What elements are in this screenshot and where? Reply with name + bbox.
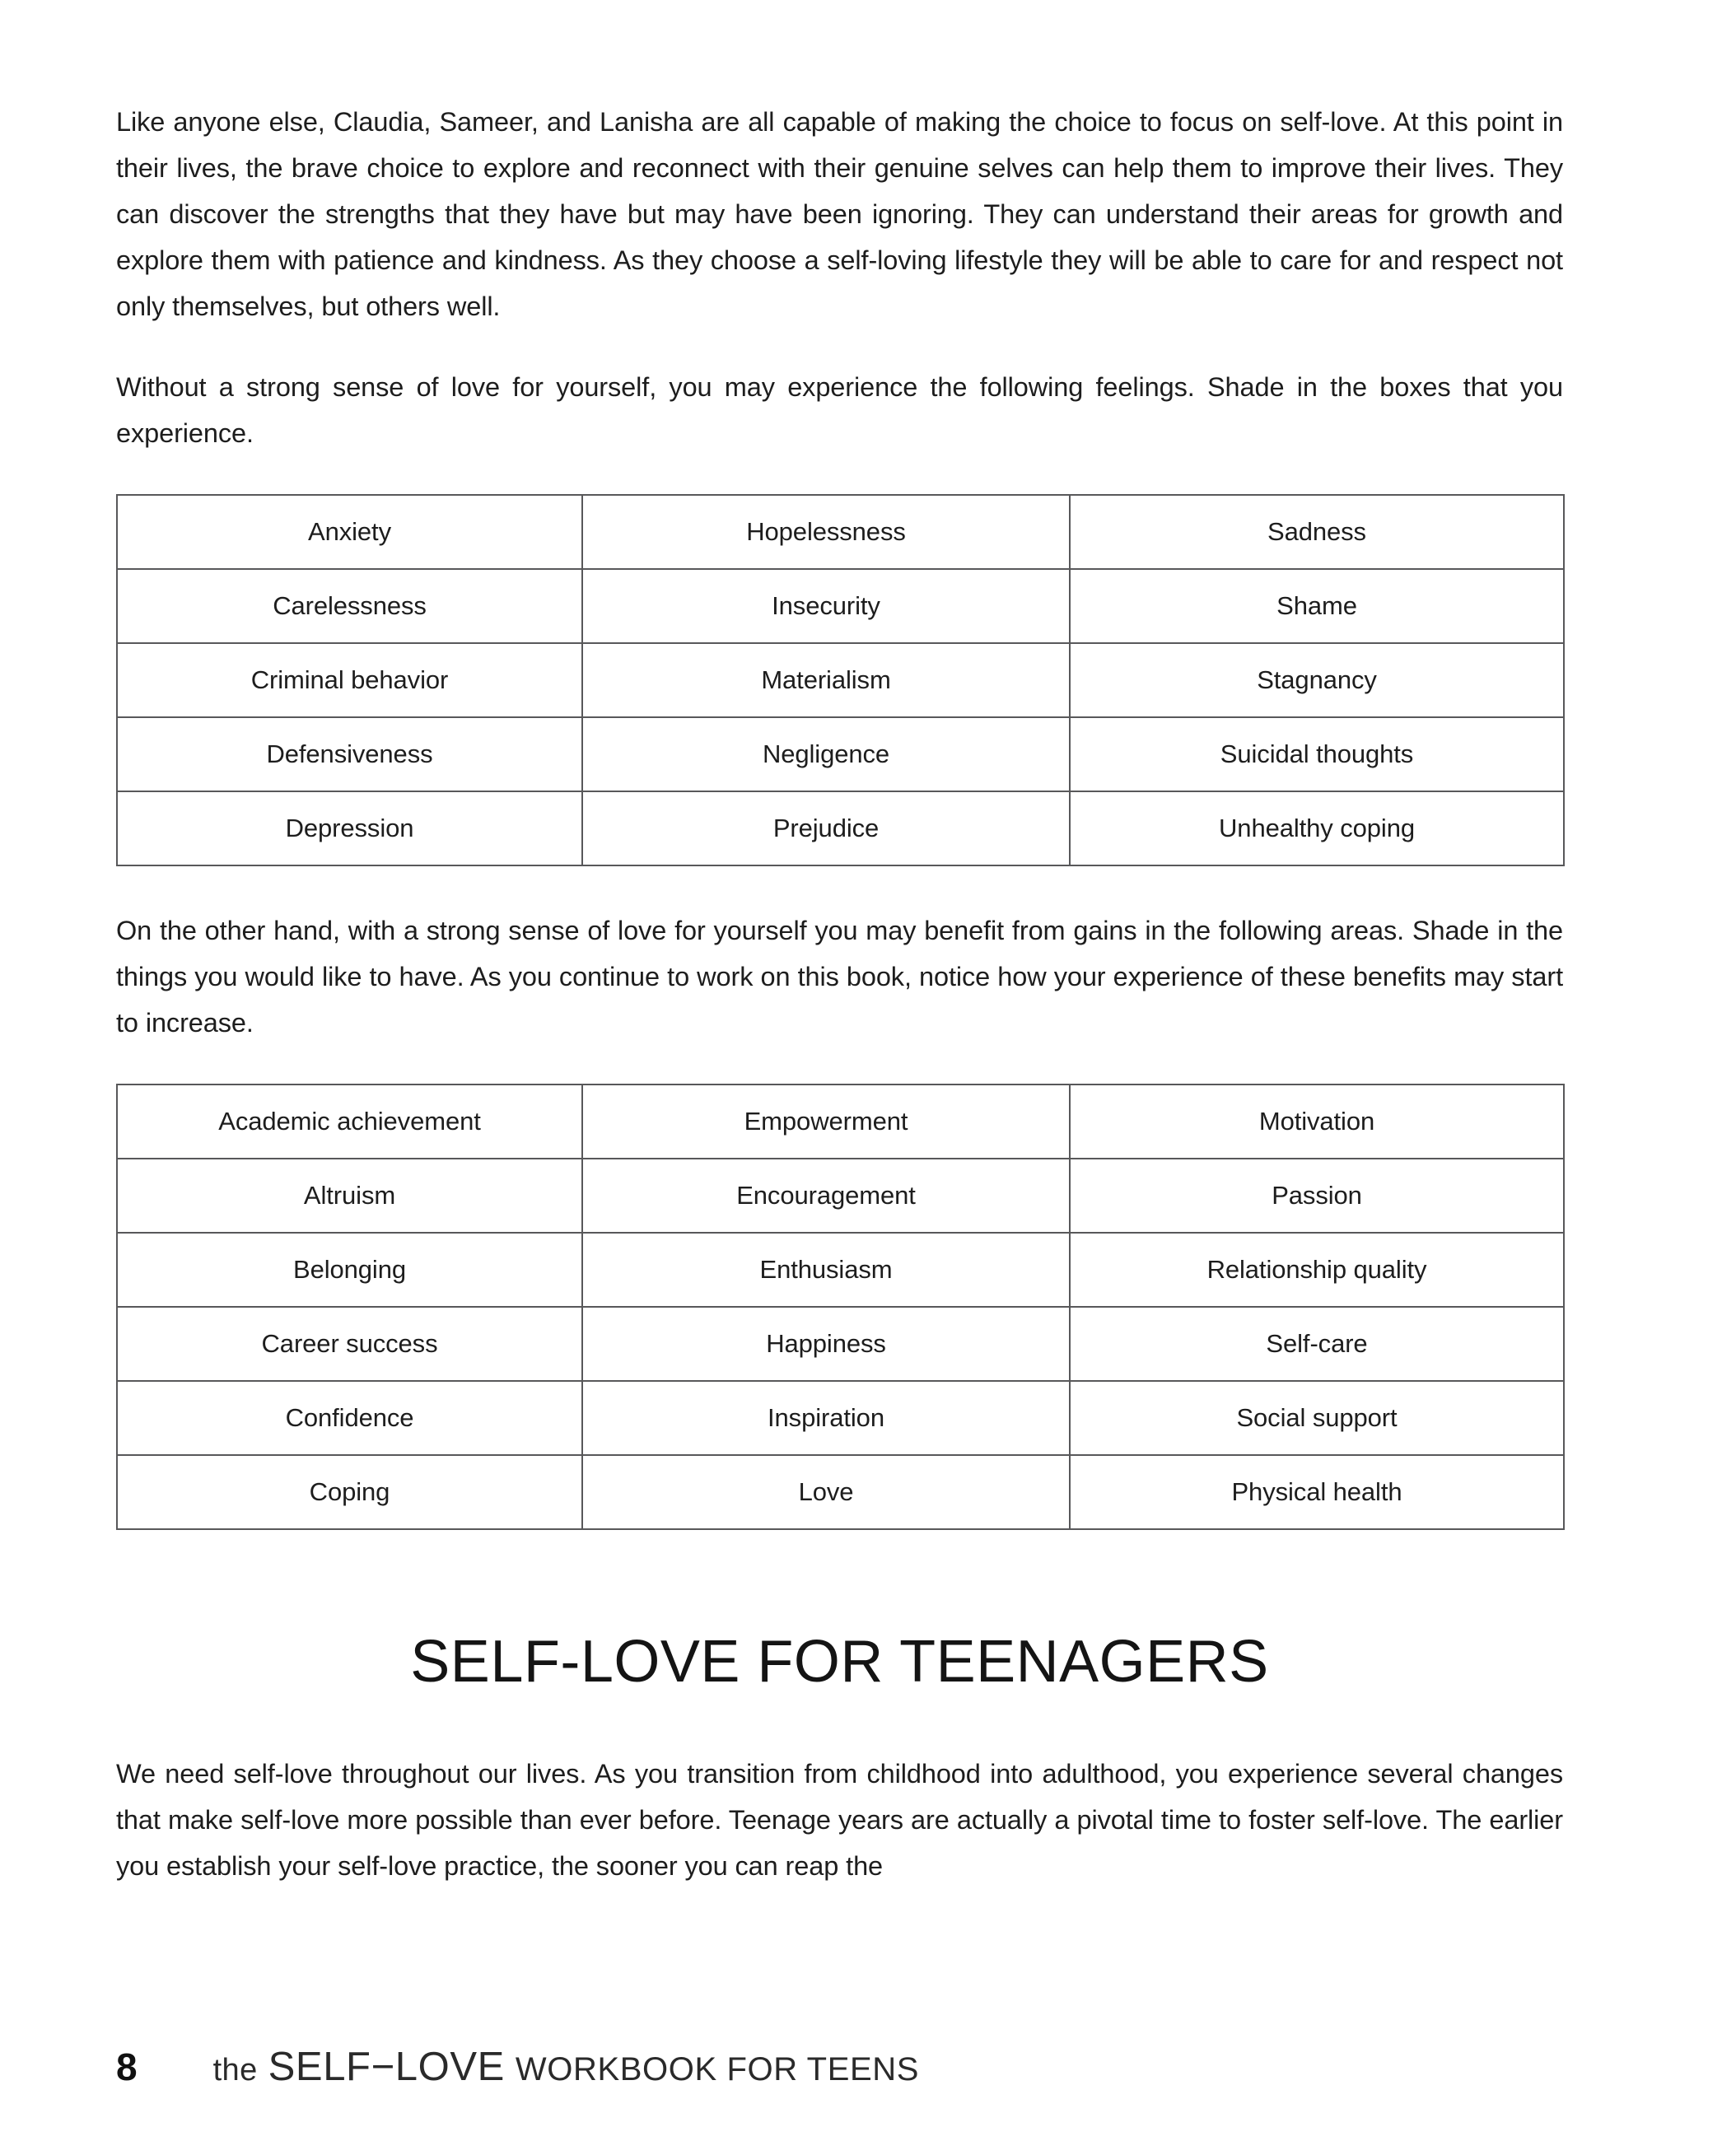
table-cell[interactable]: Anxiety bbox=[117, 495, 582, 569]
table-cell[interactable]: Criminal behavior bbox=[117, 643, 582, 717]
paragraph-positive-prompt: On the other hand, with a strong sense of love for yourself you may benefit from gains in the following areas. Shade in the things you would like to have. As you continue to work on this book, notice how your experience of these benefits may start to increase. bbox=[116, 916, 1563, 1038]
table-cell[interactable]: Shame bbox=[1070, 569, 1564, 643]
table-cell[interactable]: Encouragement bbox=[582, 1159, 1070, 1233]
table-cell[interactable]: Belonging bbox=[117, 1233, 582, 1307]
table-cell[interactable]: Negligence bbox=[582, 717, 1070, 791]
table-cell[interactable]: Motivation bbox=[1070, 1084, 1564, 1159]
spacer bbox=[116, 866, 1563, 907]
table-cell[interactable]: Enthusiasm bbox=[582, 1233, 1070, 1307]
paragraph-negative-prompt: Without a strong sense of love for yourself, you may experience the following feelings. Shade in the boxes that you experience. bbox=[116, 372, 1563, 448]
table-cell[interactable]: Defensiveness bbox=[117, 717, 582, 791]
table-row bbox=[117, 569, 1564, 643]
table-row bbox=[117, 1455, 1564, 1529]
table-cell[interactable]: Self-care bbox=[1070, 1307, 1564, 1381]
table-cell[interactable]: Confidence bbox=[117, 1381, 582, 1455]
book-title bbox=[213, 2044, 919, 2090]
table-row bbox=[117, 1381, 1564, 1455]
table-cell[interactable]: Carelessness bbox=[117, 569, 582, 643]
spacer bbox=[116, 1530, 1563, 1629]
table-row bbox=[117, 495, 1564, 569]
table-cell[interactable]: Suicidal thoughts bbox=[1070, 717, 1564, 791]
paragraph-teenagers-intro: We need self-love throughout our lives. As you transition from childhood into adulthood, you experience several changes that make self-love more possible than ever before. Teenage years are actually a pivotal time to foster self-love. The earlier you establish your self-love practice, the sooner you can reap the bbox=[116, 1759, 1563, 1881]
table-cell[interactable]: Career success bbox=[117, 1307, 582, 1381]
benefits-table bbox=[116, 1084, 1565, 1530]
table-cell[interactable]: Hopelessness bbox=[582, 495, 1070, 569]
spacer bbox=[116, 1046, 1563, 1084]
table-row bbox=[117, 1307, 1564, 1381]
book-title-the: the bbox=[212, 2053, 258, 2087]
page-number: 8 bbox=[116, 2045, 138, 2088]
page-content bbox=[116, 99, 1563, 1889]
table-cell[interactable]: Relationship quality bbox=[1070, 1233, 1564, 1307]
spacer bbox=[116, 329, 1563, 364]
table-cell[interactable]: Materialism bbox=[582, 643, 1070, 717]
book-title-rest: WORKBOOK FOR TEENS bbox=[515, 2051, 920, 2087]
table-cell[interactable]: Love bbox=[582, 1455, 1070, 1529]
table-row bbox=[117, 1159, 1564, 1233]
table-cell[interactable]: Altruism bbox=[117, 1159, 582, 1233]
table-cell[interactable]: Insecurity bbox=[582, 569, 1070, 643]
spacer bbox=[116, 1695, 1563, 1751]
section-heading: SELF-LOVE FOR TEENAGERS bbox=[410, 1629, 1269, 1695]
table-cell[interactable]: Social support bbox=[1070, 1381, 1564, 1455]
table-cell[interactable]: Depression bbox=[117, 791, 582, 865]
book-title-selflove: SELF−LOVE bbox=[268, 2045, 505, 2089]
table-row bbox=[117, 791, 1564, 865]
table-cell[interactable]: Sadness bbox=[1070, 495, 1564, 569]
table-cell[interactable]: Stagnancy bbox=[1070, 643, 1564, 717]
paragraph-intro: Like anyone else, Claudia, Sameer, and Lanisha are all capable of making the choice to focus on self-love. At this point in their lives, the brave choice to explore and reconnect with their genuine selves can help them to improve their lives. They can discover the strengths that they have but may have been ignoring. They can understand their areas for growth and explore them with patience and kindness. As they choose a self-loving lifestyle they will be able to care for and respect not only themselves, but others well. bbox=[116, 107, 1563, 321]
negative-feelings-table bbox=[116, 494, 1565, 866]
page-footer bbox=[116, 2044, 919, 2090]
table-cell[interactable]: Unhealthy coping bbox=[1070, 791, 1564, 865]
table-row bbox=[117, 1233, 1564, 1307]
table-cell[interactable]: Physical health bbox=[1070, 1455, 1564, 1529]
table-cell[interactable]: Coping bbox=[117, 1455, 582, 1529]
spacer bbox=[116, 456, 1563, 494]
table-cell[interactable]: Passion bbox=[1070, 1159, 1564, 1233]
table-row bbox=[117, 643, 1564, 717]
table-cell[interactable]: Inspiration bbox=[582, 1381, 1070, 1455]
table-cell[interactable]: Happiness bbox=[582, 1307, 1070, 1381]
table-row bbox=[117, 1084, 1564, 1159]
table-cell[interactable]: Empowerment bbox=[582, 1084, 1070, 1159]
table-cell[interactable]: Academic achievement bbox=[117, 1084, 582, 1159]
table-row bbox=[117, 717, 1564, 791]
table-cell[interactable]: Prejudice bbox=[582, 791, 1070, 865]
